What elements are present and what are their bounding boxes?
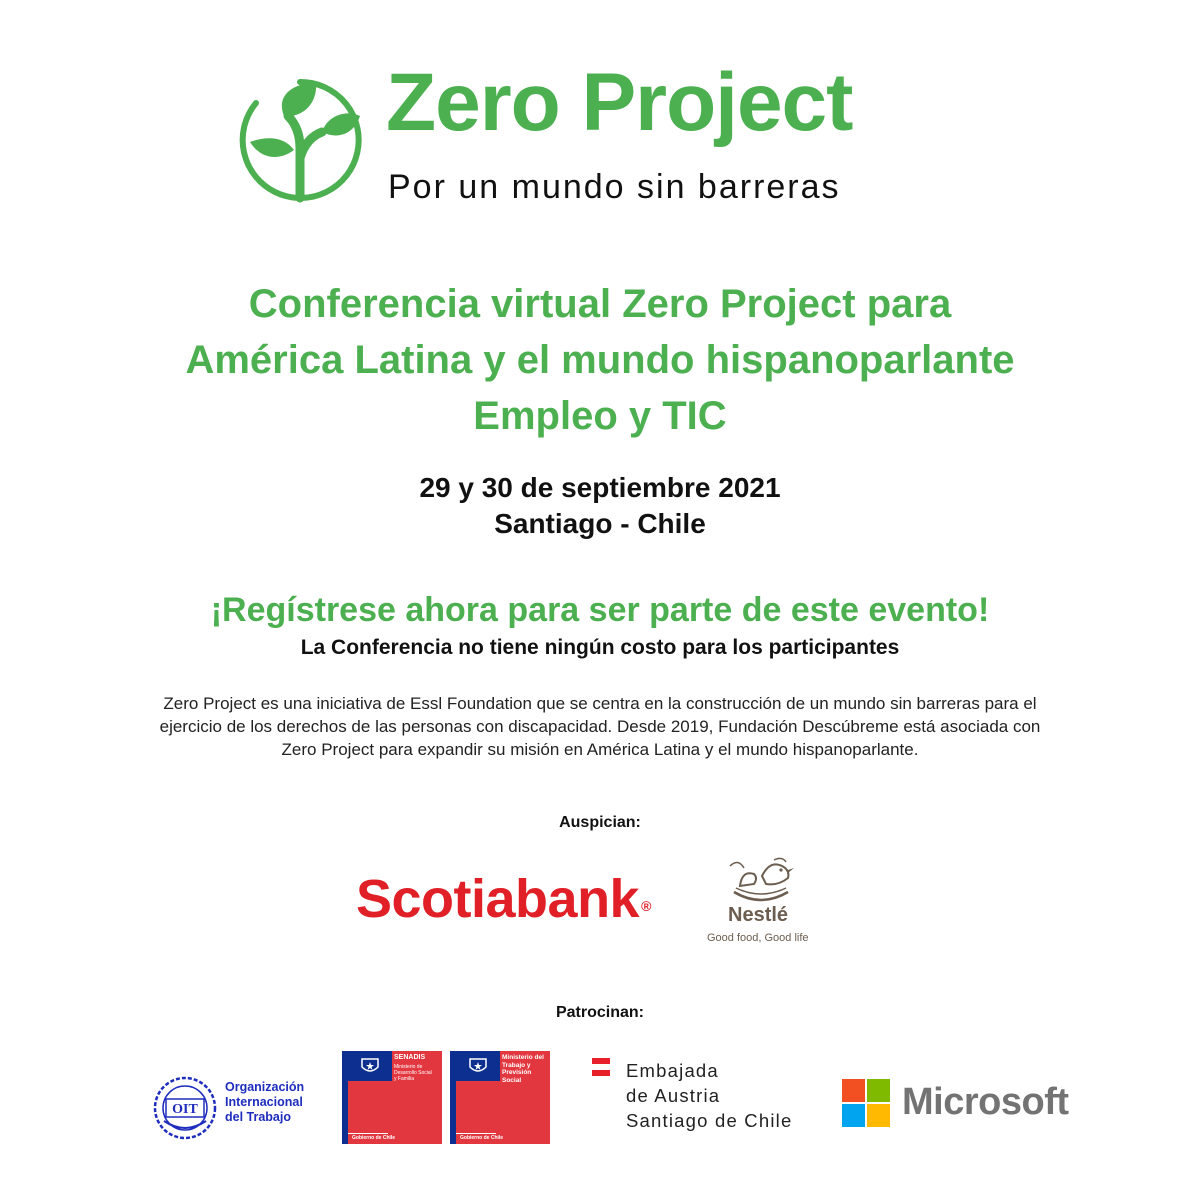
embassy-line: Santiago de Chile <box>626 1110 793 1131</box>
ministry-line: Social <box>502 1076 522 1084</box>
description-line: Zero Project es una iniciativa de Essl Foundation que se centra en la construcción de un mundo sin barreras para el <box>163 694 1037 713</box>
ministry-line: Previsión <box>502 1069 532 1076</box>
microsoft-windows-icon <box>842 1079 890 1127</box>
event-location: Santiago - Chile <box>494 508 706 539</box>
scotiabank-name: Scotiabank <box>356 869 640 929</box>
nestle-tagline: Good food, Good life <box>707 932 809 944</box>
event-title-line: Empleo y TIC <box>473 394 727 438</box>
nestle-name: Nestlé <box>728 904 789 926</box>
gov-footer: Gobierno de Chile <box>460 1135 504 1141</box>
svg-text:OIT: OIT <box>172 1102 198 1117</box>
austria-embassy <box>626 1058 792 1133</box>
divider <box>456 1133 496 1134</box>
divider <box>348 1133 388 1134</box>
registered-mark: ® <box>641 898 651 914</box>
senadis-ministry <box>394 1064 432 1082</box>
event-title-line: Conferencia virtual Zero Project para <box>248 282 952 326</box>
ministry-name <box>502 1054 544 1084</box>
oit-name-line: Internacional <box>225 1095 303 1109</box>
ministerio-trabajo-logo <box>450 1051 550 1144</box>
event-date: 29 y 30 de septiembre 2021 <box>419 472 781 503</box>
oit-name-line: del Trabajo <box>225 1110 291 1124</box>
cost-note: La Conferencia no tiene ningún costo para los participantes <box>300 636 900 659</box>
senadis-name: SENADIS <box>394 1054 426 1061</box>
ministry-line: Ministerio del <box>502 1054 544 1061</box>
description-line: Zero Project para expandir su misión en América Latina y el mundo hispanoparlante. <box>281 740 919 759</box>
oit-emblem-icon <box>152 1075 218 1141</box>
ministry-line: Trabajo y <box>502 1061 531 1069</box>
microsoft-name: Microsoft <box>902 1081 1069 1123</box>
bird-nest-icon <box>726 856 796 908</box>
embassy-line: de Austria <box>626 1085 721 1106</box>
crest-background <box>348 1051 392 1081</box>
chile-crest-icon <box>360 1057 380 1075</box>
scotiabank-logo <box>356 869 651 929</box>
senadis-logo <box>342 1051 442 1144</box>
oit-name-line: Organización <box>225 1080 305 1094</box>
sprout-icon <box>236 76 364 204</box>
embassy-line: Embajada <box>626 1060 719 1081</box>
sponsors-label: Auspician: <box>559 814 641 831</box>
event-date-location <box>0 470 1200 542</box>
registration-cta: ¡Regístrese ahora para ser parte de este evento! <box>210 591 990 629</box>
patrons-label: Patrocinan: <box>555 1004 644 1021</box>
gov-footer: Gobierno de Chile <box>352 1135 396 1141</box>
chile-crest-icon <box>468 1057 488 1075</box>
ministry-line: Ministerio de <box>394 1064 423 1070</box>
description-line: ejercicio de los derechos de las personas con discapacidad. Desde 2019, Fundación Descúbreme está asociada con <box>159 717 1041 736</box>
brand-name: Zero Project <box>386 57 853 148</box>
oit-name <box>225 1080 304 1125</box>
brand-tagline: Por un mundo sin barreras <box>388 168 841 206</box>
ministry-line: Desarrollo Social <box>394 1070 432 1076</box>
austria-flag-icon <box>592 1058 610 1076</box>
event-title <box>0 276 1200 444</box>
ministry-line: y Familia <box>394 1076 415 1082</box>
event-title-line: América Latina y el mundo hispanoparlante <box>185 338 1015 382</box>
description <box>120 692 1080 761</box>
crest-background <box>456 1051 500 1081</box>
